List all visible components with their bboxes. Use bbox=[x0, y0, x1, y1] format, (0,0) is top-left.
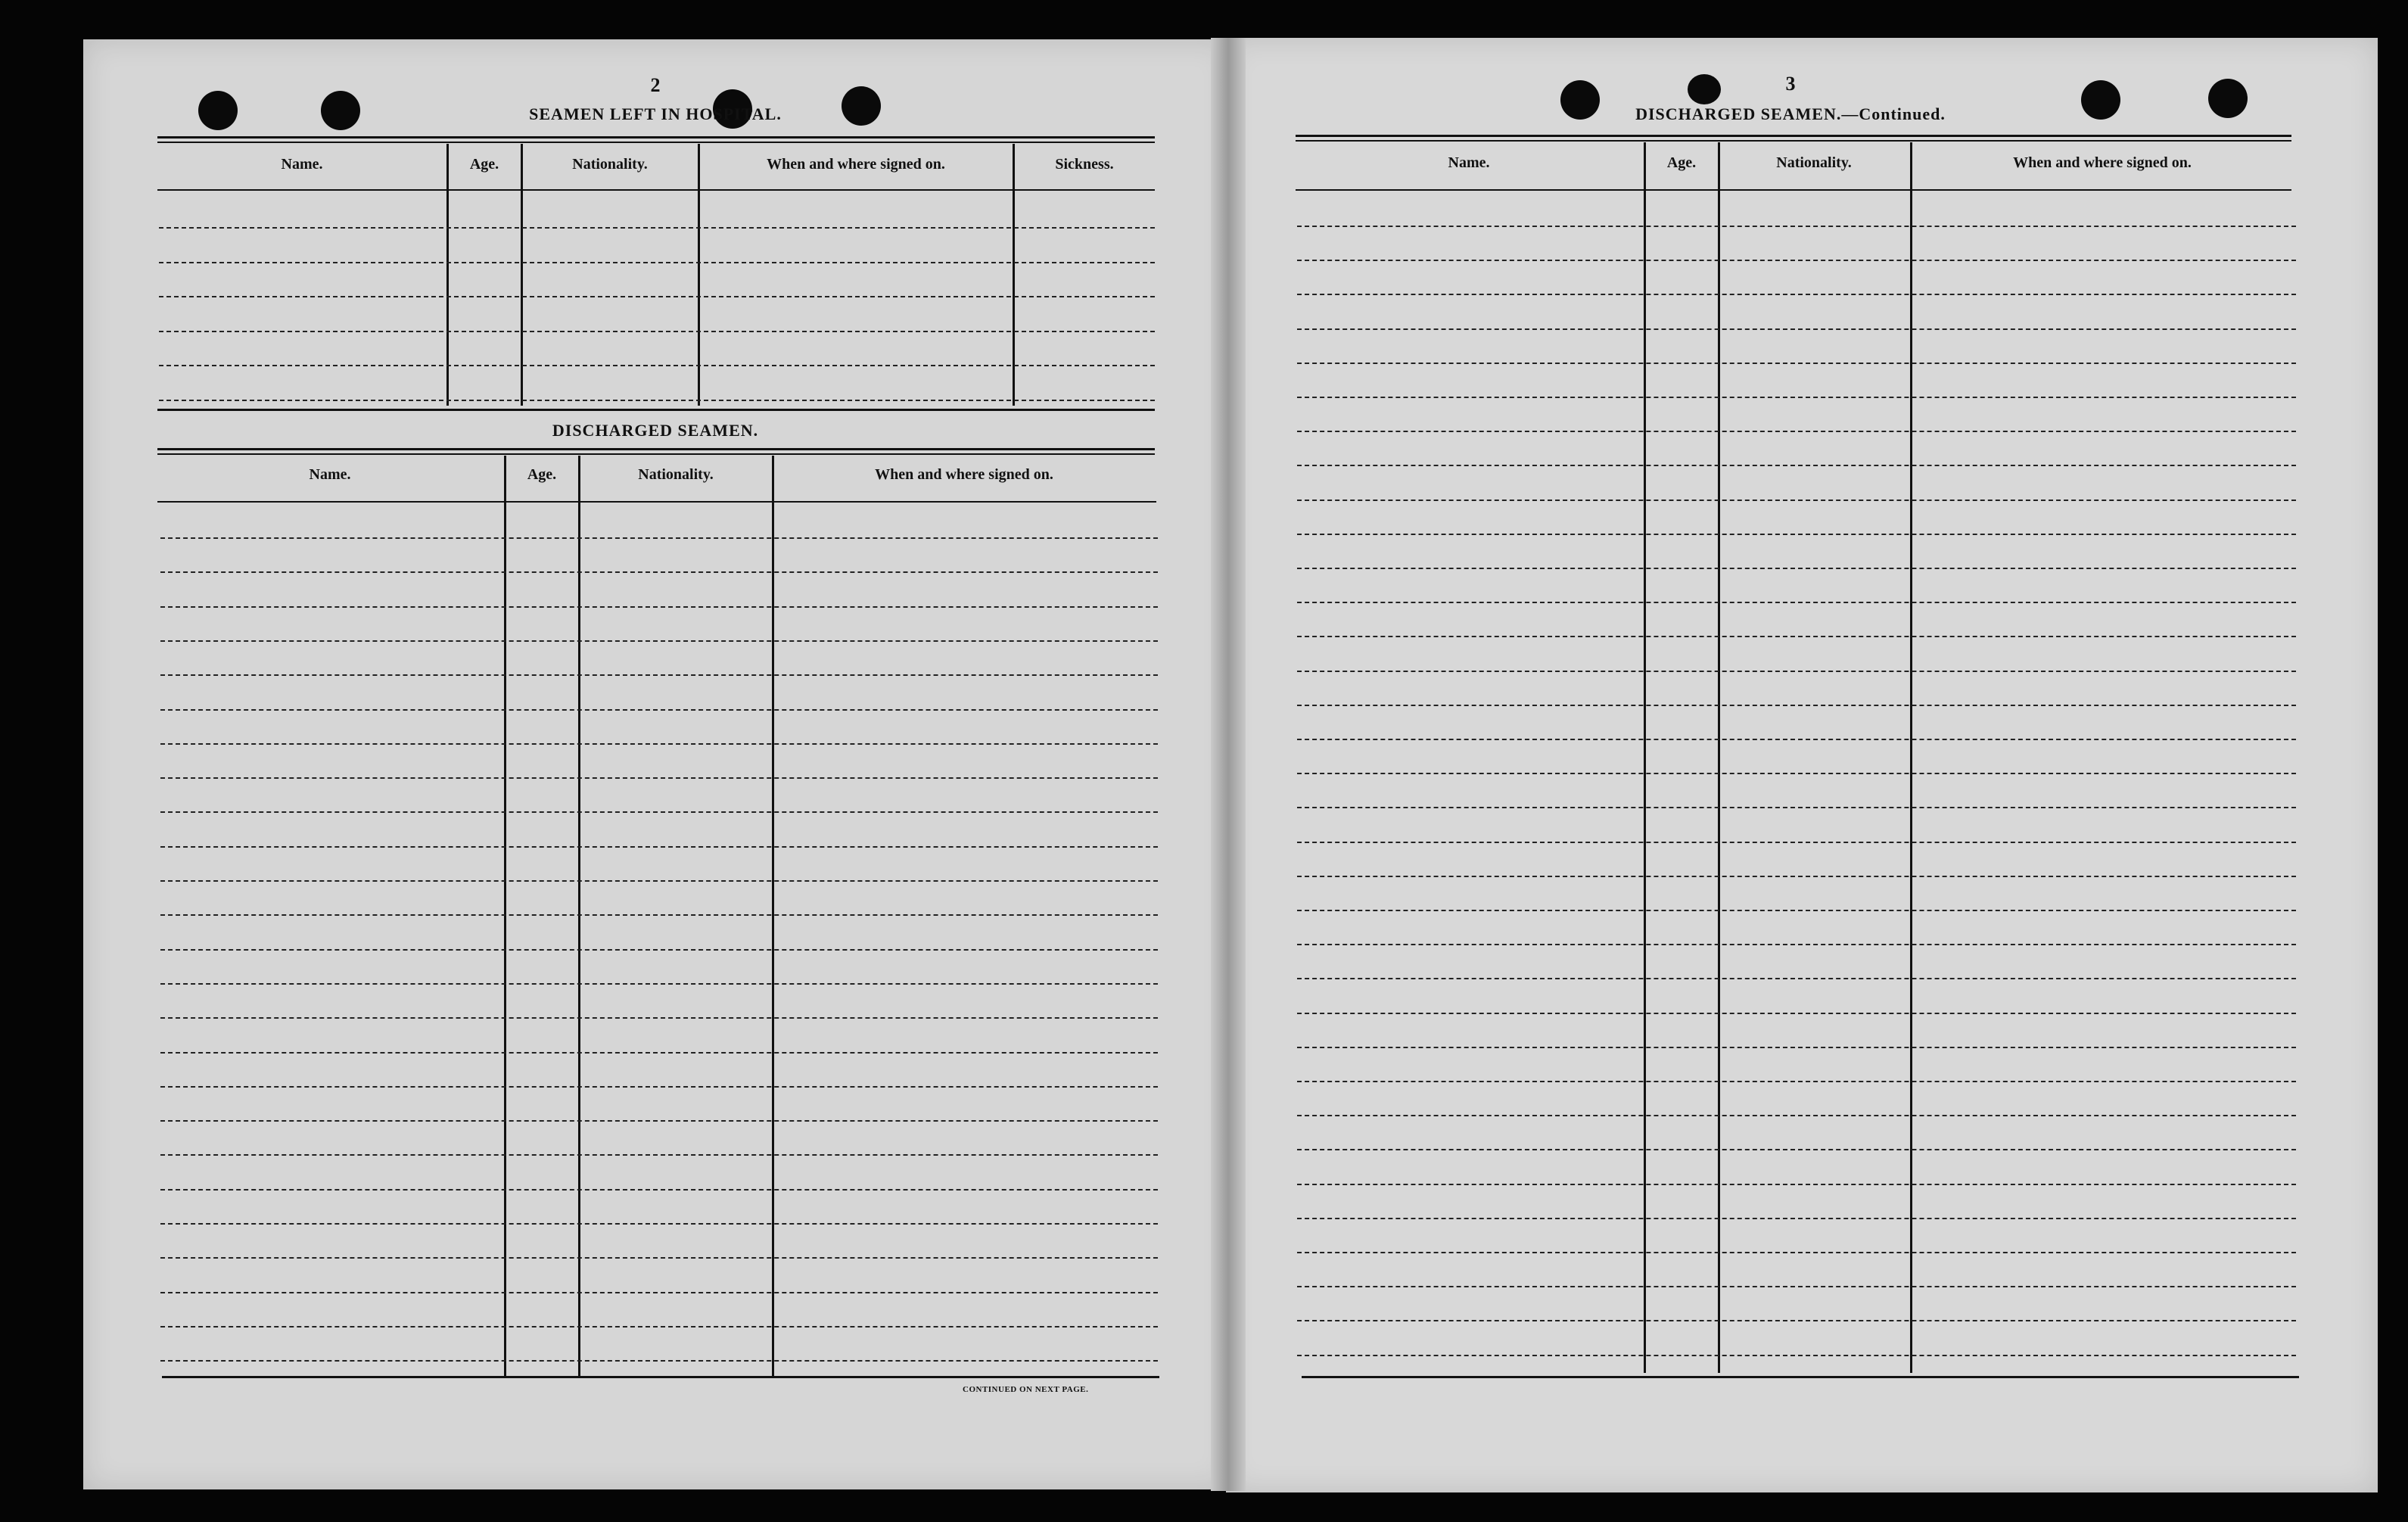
blank-entry-line bbox=[160, 1052, 1158, 1054]
blank-entry-line bbox=[159, 331, 1155, 332]
section-rule bbox=[157, 409, 1155, 411]
header-rule bbox=[157, 501, 1156, 503]
discharged-continued-title: DISCHARGED SEAMEN.—Continued. bbox=[1635, 104, 1946, 123]
col-header-nationality: Nationality. bbox=[572, 156, 648, 173]
blank-entry-line bbox=[1297, 328, 2296, 330]
blank-entry-line bbox=[1297, 568, 2296, 569]
bottom-rule bbox=[1302, 1376, 2299, 1378]
punch-hole bbox=[2081, 80, 2120, 120]
blank-entry-line bbox=[159, 400, 1155, 401]
blank-entry-line bbox=[160, 1017, 1158, 1019]
column-divider bbox=[578, 456, 580, 1377]
blank-entry-line bbox=[1297, 602, 2296, 603]
punch-hole bbox=[321, 91, 360, 130]
blank-entry-line bbox=[160, 1154, 1158, 1156]
blank-entry-line bbox=[160, 571, 1158, 573]
blank-entry-line bbox=[1297, 397, 2296, 398]
blank-entry-line bbox=[160, 1360, 1158, 1362]
section-rule bbox=[157, 448, 1155, 450]
top-rule bbox=[1296, 140, 2291, 142]
header-rule bbox=[1296, 189, 2291, 191]
col-header-when-where: When and where signed on. bbox=[767, 156, 945, 173]
col-header-age: Age. bbox=[527, 466, 557, 483]
col-header-nationality: Nationality. bbox=[1776, 154, 1852, 171]
punch-hole bbox=[1688, 74, 1721, 104]
blank-entry-line bbox=[1297, 671, 2296, 672]
discharged-section-title: DISCHARGED SEAMEN. bbox=[552, 421, 759, 440]
column-divider bbox=[1910, 142, 1912, 1373]
header-rule bbox=[157, 189, 1155, 191]
punch-hole bbox=[2208, 79, 2248, 118]
top-rule bbox=[157, 142, 1155, 143]
blank-entry-line bbox=[159, 365, 1155, 366]
blank-entry-line bbox=[1297, 773, 2296, 774]
top-rule bbox=[1296, 135, 2291, 137]
blank-entry-line bbox=[1297, 1184, 2296, 1185]
blank-entry-line bbox=[160, 1120, 1158, 1122]
blank-entry-line bbox=[160, 777, 1158, 779]
blank-entry-line bbox=[1297, 226, 2296, 227]
blank-entry-line bbox=[1297, 363, 2296, 364]
blank-entry-line bbox=[1297, 260, 2296, 261]
blank-entry-line bbox=[1297, 807, 2296, 808]
col-header-name: Name. bbox=[309, 466, 351, 483]
blank-entry-line bbox=[1297, 876, 2296, 877]
col-header-name: Name. bbox=[281, 156, 323, 173]
punch-hole bbox=[1560, 80, 1600, 120]
blank-entry-line bbox=[1297, 910, 2296, 911]
column-divider bbox=[521, 144, 523, 406]
blank-entry-line bbox=[1297, 465, 2296, 466]
column-divider bbox=[698, 144, 700, 406]
blank-entry-line bbox=[1297, 500, 2296, 501]
blank-entry-line bbox=[160, 846, 1158, 848]
blank-entry-line bbox=[1297, 1081, 2296, 1082]
punch-hole bbox=[842, 86, 881, 126]
blank-entry-line bbox=[160, 1189, 1158, 1191]
blank-entry-line bbox=[1297, 1286, 2296, 1287]
blank-entry-line bbox=[1297, 1047, 2296, 1048]
blank-entry-line bbox=[1297, 294, 2296, 295]
col-header-when-where: When and where signed on. bbox=[875, 466, 1053, 483]
column-divider bbox=[504, 456, 506, 1377]
blank-entry-line bbox=[160, 949, 1158, 951]
blank-entry-line bbox=[1297, 944, 2296, 945]
blank-entry-line bbox=[1297, 636, 2296, 637]
section-rule bbox=[157, 453, 1155, 455]
blank-entry-line bbox=[159, 296, 1155, 297]
column-divider bbox=[1644, 142, 1646, 1373]
blank-entry-line bbox=[1297, 1013, 2296, 1014]
blank-entry-line bbox=[160, 811, 1158, 813]
blank-entry-line bbox=[160, 537, 1158, 539]
blank-entry-line bbox=[160, 1326, 1158, 1327]
hospital-section-title: SEAMEN LEFT IN HOSPITAL. bbox=[529, 104, 782, 123]
col-header-age: Age. bbox=[1666, 154, 1697, 171]
binding-gutter bbox=[1211, 38, 1246, 1491]
blank-entry-line bbox=[160, 914, 1158, 916]
punch-hole bbox=[198, 91, 238, 130]
blank-entry-line bbox=[1297, 1355, 2296, 1356]
blank-entry-line bbox=[160, 640, 1158, 642]
blank-entry-line bbox=[160, 606, 1158, 608]
blank-entry-line bbox=[160, 1223, 1158, 1225]
blank-entry-line bbox=[160, 674, 1158, 676]
blank-entry-line bbox=[1297, 705, 2296, 706]
blank-entry-line bbox=[160, 1257, 1158, 1259]
blank-entry-line bbox=[1297, 431, 2296, 432]
blank-entry-line bbox=[160, 1086, 1158, 1088]
col-header-sickness: Sickness. bbox=[1055, 156, 1114, 173]
blank-entry-line bbox=[1297, 978, 2296, 979]
blank-entry-line bbox=[159, 262, 1155, 263]
left-page bbox=[83, 39, 1230, 1489]
blank-entry-line bbox=[160, 983, 1158, 985]
blank-entry-line bbox=[159, 227, 1155, 229]
column-divider bbox=[772, 456, 774, 1377]
blank-entry-line bbox=[1297, 534, 2296, 535]
col-header-name: Name. bbox=[1448, 154, 1490, 171]
page-number-right: 3 bbox=[1785, 73, 1796, 95]
column-divider bbox=[1013, 144, 1015, 406]
blank-entry-line bbox=[1297, 739, 2296, 740]
continued-note: CONTINUED ON NEXT PAGE. bbox=[963, 1385, 1089, 1394]
blank-entry-line bbox=[1297, 1218, 2296, 1219]
bottom-rule bbox=[162, 1376, 1159, 1378]
right-page bbox=[1226, 38, 2378, 1492]
column-divider bbox=[1718, 142, 1720, 1373]
blank-entry-line bbox=[160, 743, 1158, 745]
col-header-age: Age. bbox=[469, 156, 499, 173]
col-header-when-where: When and where signed on. bbox=[2013, 154, 2192, 171]
blank-entry-line bbox=[1297, 1149, 2296, 1150]
top-rule bbox=[157, 136, 1155, 139]
col-header-nationality: Nationality. bbox=[638, 466, 714, 483]
blank-entry-line bbox=[1297, 1320, 2296, 1321]
page-number-left: 2 bbox=[650, 74, 661, 96]
blank-entry-line bbox=[160, 1292, 1158, 1293]
blank-entry-line bbox=[160, 709, 1158, 711]
blank-entry-line bbox=[1297, 1115, 2296, 1116]
blank-entry-line bbox=[1297, 1252, 2296, 1253]
column-divider bbox=[446, 144, 449, 406]
blank-entry-line bbox=[1297, 842, 2296, 843]
blank-entry-line bbox=[160, 880, 1158, 882]
